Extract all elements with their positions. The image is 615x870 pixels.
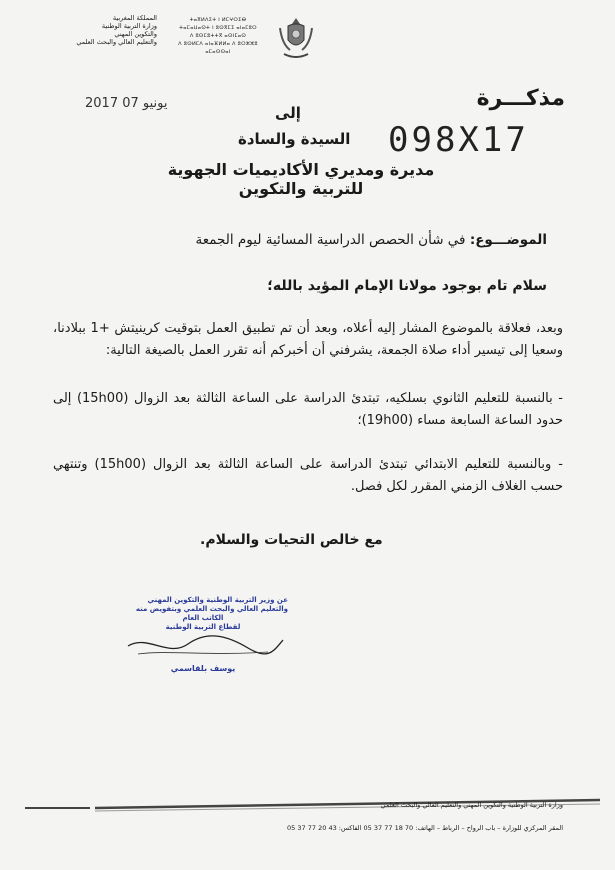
header-tifinagh-line: ⴷ ⵓⵙⵎⵓⵜⵜⴳ ⴰⵙⵏⵎⴰⵙ: [189, 33, 247, 39]
greeting: سلام تام بوجود مولانا الإمام المؤيد بالله؛: [267, 278, 547, 294]
memo-date: 2017 يونيو 07: [85, 96, 168, 111]
stamp-line: والتعليم العالي والبحث العلمي وبتفويض منه: [135, 605, 288, 613]
closing-line: مع خالص التحيات والسلام.: [200, 532, 383, 548]
addressee-line-2: مديرة ومديري الأكاديميات الجهوية للتربية والتكوين: [167, 160, 435, 198]
stamp-line: عن وزير التربية الوطنية والتكوين المهني: [147, 596, 288, 604]
stamp-line: الكاتب العام: [182, 614, 224, 622]
list-item-primary: - وبالنسبة للتعليم الابتدائي تبتدئ الدراسة على الساعة الثالثة بعد الزوال (15h00) وتنتهي حسب الغلاف الزمني المقرر لكل فصل.: [53, 457, 563, 494]
paragraph-intro: وبعد، فعلاقة بالموضوع المشار إليه أعلاه، وبعد أن تم تطبيق العمل بتوقيت كرينيتش +1 ببلادنا، وسعيا إلى تيسير أداء صلاة الجمعة، يشرفني أن أخبركم أنه تقرر العمل بالصيغة التالية:: [53, 321, 564, 358]
header-tifinagh: [168, 16, 268, 56]
header-tifinagh-line: ⴷ ⵓⵙⵍⵎⴷ ⴰⵏⴰⴼⵍⵍⴰ ⴷ ⵓⵔⵣⵣⵓ ⴰⵎⴰⵙⵙⴰⵏ: [178, 41, 258, 55]
memo-number: 098X17: [388, 120, 529, 160]
stamp-line: لقطاع التربية الوطنية: [165, 623, 241, 631]
header-arabic: [37, 14, 157, 46]
header-tifinagh-line: ⵜⴰⴳⵍⴷⵉⵜ ⵏ ⵍⵎⵖⵔⵉⴱ: [189, 17, 247, 23]
memo-label: مذكـــرة: [476, 86, 565, 111]
to-label: إلى: [275, 104, 301, 122]
header-tifinagh-line: ⵜⴰⵎⴰⵡⴰⵙⵜ ⵏ ⵓⵙⴳⵎⵉ ⴰⵏⴰⵎⵓⵔ: [179, 25, 257, 31]
coat-of-arms-icon: [276, 14, 316, 60]
subject-text: في شأن الحصص الدراسية المسائية ليوم الجمعة: [195, 232, 466, 248]
footer-address: المقر المركزي للوزارة – باب الرواح – الرباط – الهاتف: 70 18 77 37 05 الفاكس: 43 20 77 37 05: [287, 824, 563, 832]
header-arabic-line: المملكة المغربية: [112, 14, 157, 22]
footer-divider: [0, 794, 615, 824]
signature-stamp: [118, 596, 288, 686]
subject-line: [196, 232, 548, 248]
footer-ministry: وزارة التربية الوطنية والتكوين المهني والتعليم العالي والبحث العلمي: [380, 801, 563, 809]
addressee-line-1: السيدة والسادة: [238, 130, 351, 148]
header-arabic-line: وزارة التربية الوطنية: [101, 22, 157, 30]
signatory-name: يوسف بلقاسمي: [170, 664, 236, 673]
list-item-secondary: - بالنسبة للتعليم الثانوي بسلكيه، تبتدئ الدراسة على الساعة الثالثة بعد الزوال (15h00) إلى حدود الساعة السابعة مساء (19h00)؛: [53, 391, 563, 428]
header-arabic-line: والتعليم العالي والبحث العلمي: [76, 38, 157, 46]
header-arabic-line: والتكوين المهني: [114, 30, 157, 38]
subject-label: الموضـــوع:: [469, 232, 547, 248]
handwritten-signature-icon: [118, 632, 288, 660]
